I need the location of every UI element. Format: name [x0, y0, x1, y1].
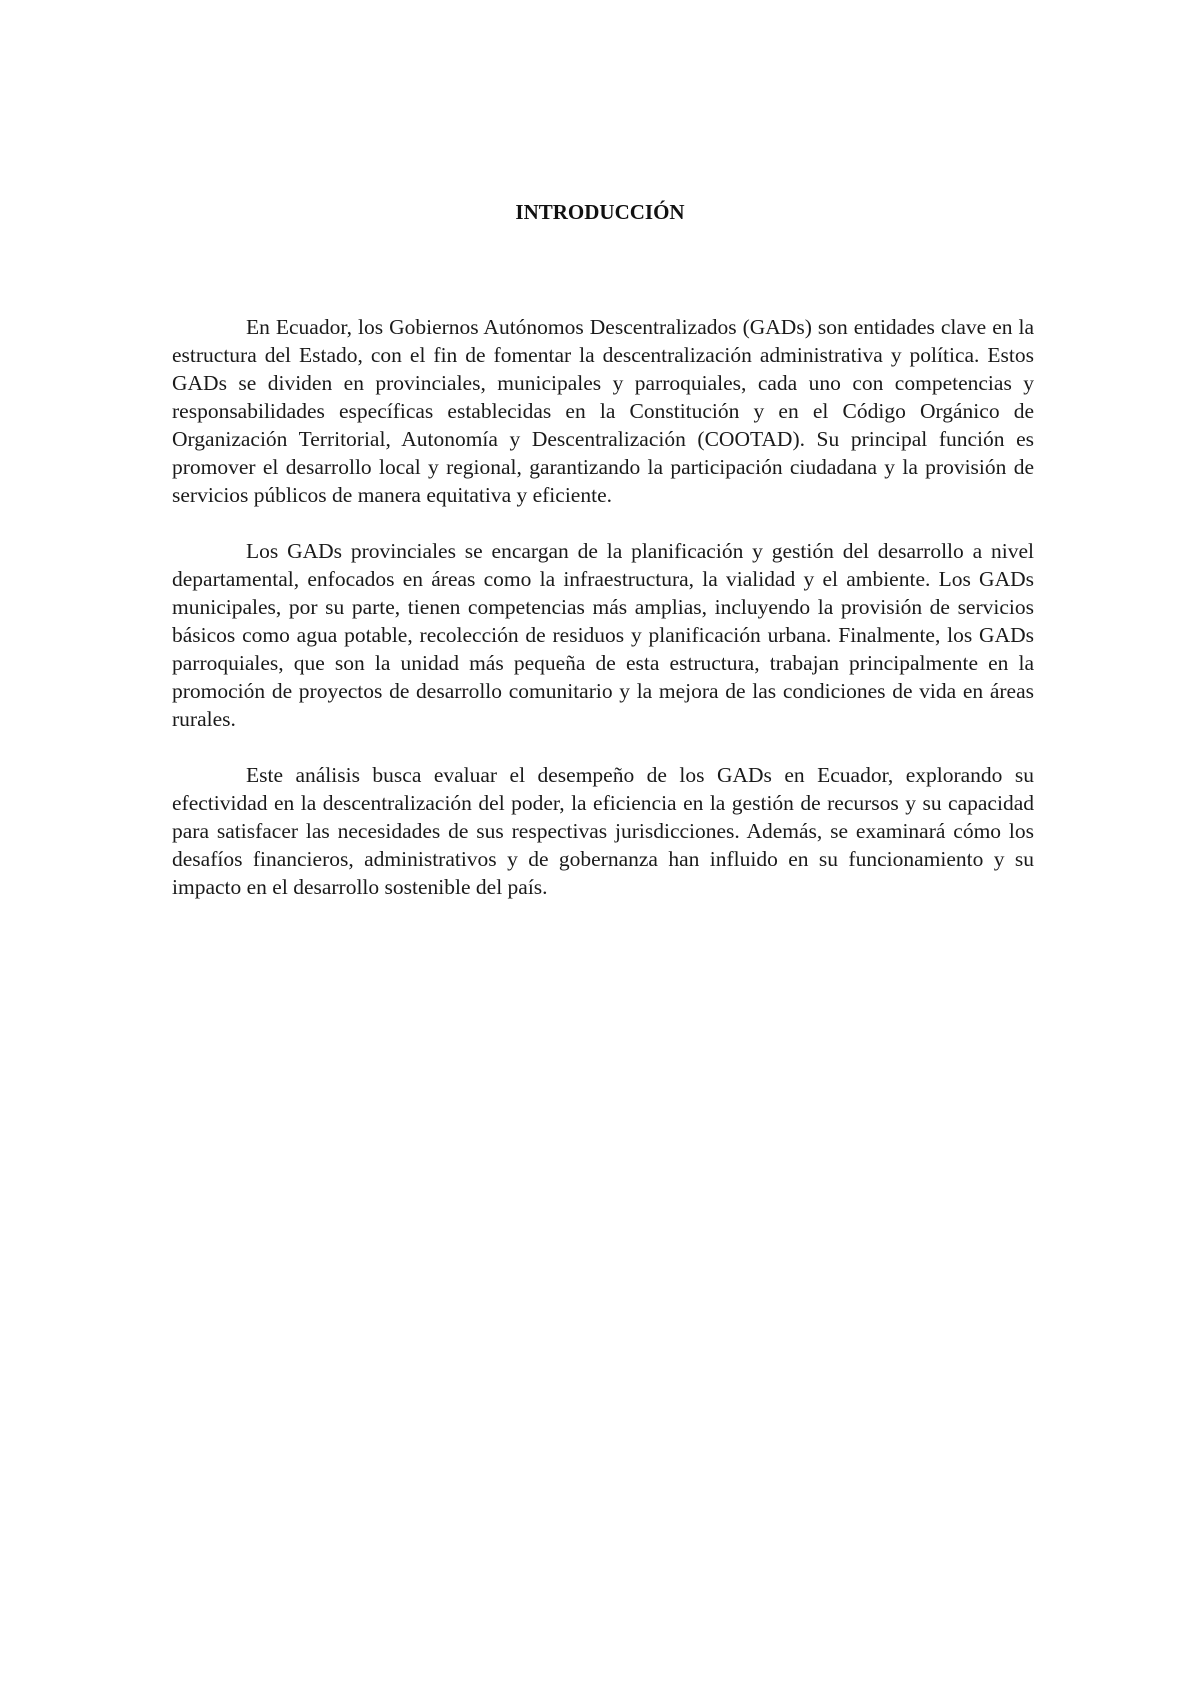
document-body [172, 313, 1034, 929]
paragraph-3: Este análisis busca evaluar el desempeño de los GADs en Ecuador, explorando su efectividad en la descentralización del poder, la eficiencia en la gestión de recursos y su capacidad para satisfacer las necesidades de sus respectivas jurisdicciones. Además, se examinará cómo los desafíos financieros, administrativos y de gobernanza han influido en su funcionamiento y su impacto en el desarrollo sostenible del país. [172, 763, 1034, 899]
paragraph-2: Los GADs provinciales se encargan de la planificación y gestión del desarrollo a nivel departamental, enfocados en áreas como la infraestructura, la vialidad y el ambiente. Los GADs municipales, por su parte, tienen competencias más amplias, incluyendo la provisión de servicios básicos como agua potable, recolección de residuos y planificación urbana. Finalmente, los GADs parroquiales, que son la unidad más pequeña de esta estructura, trabajan principalmente en la promoción de proyectos de desarrollo comunitario y la mejora de las condiciones de vida en áreas rurales. [172, 539, 1034, 731]
paragraph-1: En Ecuador, los Gobiernos Autónomos Descentralizados (GADs) son entidades clave en la estructura del Estado, con el fin de fomentar la descentralización administrativa y política. Estos GADs se dividen en provinciales, municipales y parroquiales, cada uno con competencias y responsabilidades específicas establecidas en la Constitución y en el Código Orgánico de Organización Territorial, Autonomía y Descentralización (COOTAD). Su principal función es promover el desarrollo local y regional, garantizando la participación ciudadana y la provisión de servicios públicos de manera equitativa y eficiente. [172, 315, 1034, 507]
page-title: INTRODUCCIÓN [515, 200, 685, 224]
